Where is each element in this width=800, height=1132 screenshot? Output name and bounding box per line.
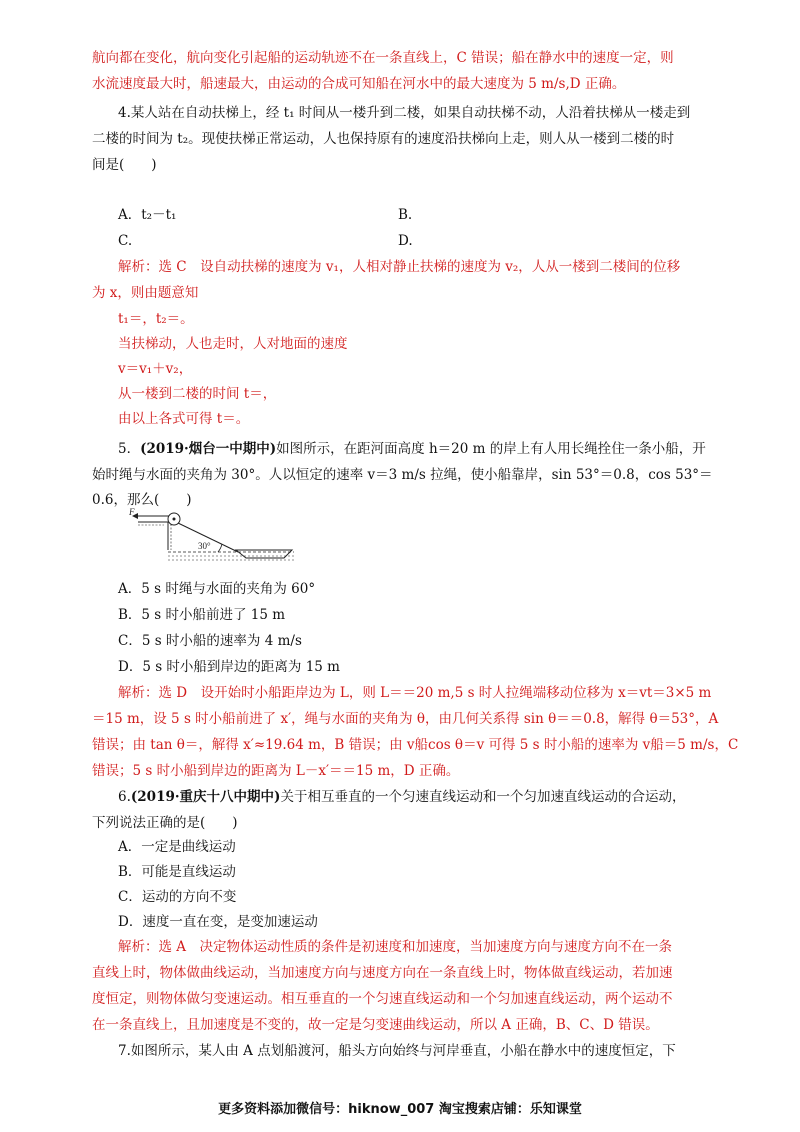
option-a: A．t₂－t₁	[118, 207, 177, 223]
answer-line: 解析：选 D 设开始时小船距岸边为 L，则 L＝＝20 m,5 s 时人拉绳端移动位移为 x＝vt＝3×5 m	[118, 685, 712, 701]
question-source: (2019·烟台一中期中)	[140, 441, 277, 457]
pulley-axle	[173, 518, 176, 521]
answer-line: 直线上时，物体做曲线运动，当加速度方向与速度方向在一条直线上时，物体做直线运动，若加速	[92, 965, 673, 981]
question-6-text: 下列说法正确的是( )	[92, 815, 238, 831]
answer-line: 错误；由 tan θ＝，解得 x′≈19.64 m，B 错误；由 v船cos θ＝v 可得 5 s 时小船的速率为 v船＝5 m/s，C	[92, 737, 739, 753]
question-4-text: 间是( )	[92, 157, 157, 173]
question-6-line: 关于相互垂直的一个匀速直线运动和一个匀加速直线运动的合运动，	[280, 789, 686, 805]
option-c: C．5 s 时小船的速率为 4 m/s	[118, 633, 302, 649]
option-a: A．5 s 时绳与水面的夹角为 60°	[118, 581, 316, 597]
option-b: B.	[398, 207, 413, 223]
option-c: C.	[118, 233, 133, 249]
question-4-text: 4.某人站在自动扶梯上，经 t₁ 时间从一楼升到二楼，如果自动扶梯不动，人沿着扶梯从一楼走到	[118, 105, 691, 121]
angle-label: 30°	[198, 541, 211, 551]
answer-line: t₁＝，t₂＝。	[118, 311, 194, 327]
boat-icon	[236, 550, 292, 558]
option-c: C．运动的方向不变	[118, 889, 237, 905]
option-b: B．可能是直线运动	[118, 864, 236, 880]
answer-line: 错误；5 s 时小船到岸边的距离为 L－x′＝＝15 m，D 正确。	[92, 763, 460, 779]
question-6-text	[118, 788, 685, 806]
force-label: F	[129, 507, 135, 517]
option-d: D．5 s 时小船到岸边的距离为 15 m	[118, 659, 340, 675]
angle-arc	[218, 544, 222, 552]
option-d: D.	[398, 233, 413, 249]
answer-line: 航向都在变化，航向变化引起船的运动轨迹不在一条直线上，C 错误；船在静水中的速度一定，则	[92, 50, 674, 66]
answer-line: 为 x，则由题意知	[92, 285, 199, 301]
question-7-text: 7.如图所示，某人由 A 点划船渡河，船头方向始终与河岸垂直，小船在静水中的速度恒定，下	[118, 1043, 676, 1059]
answer-line: 度恒定，则物体做匀变速运动。相互垂直的一个匀速直线运动和一个匀加速直线运动，两个运动不	[92, 991, 673, 1007]
question-source: (2019·重庆十八中期中)	[130, 789, 281, 805]
answer-line: 在一条直线上，且加速度是不变的，故一定是匀变速曲线运动，所以 A 正确，B、C、D 错误。	[92, 1017, 659, 1033]
option-a: A．一定是曲线运动	[118, 839, 236, 855]
question-5-text: 0.6，那么( )	[92, 492, 192, 508]
answer-line: 由以上各式可得 t＝。	[118, 411, 250, 427]
question-4-text: 二楼的时间为 t₂。现使扶梯正常运动，人也保持原有的速度沿扶梯向上走，则人从一楼到二楼的时	[92, 131, 675, 147]
answer-line: 从一楼到二楼的时间 t＝，	[118, 386, 277, 402]
boat-rope-figure	[118, 506, 294, 564]
answer-line: 解析：选 A 决定物体运动性质的条件是初速度和加速度，当加速度方向与速度方向不在一条	[118, 939, 673, 955]
option-d: D．速度一直在变，是变加速运动	[118, 914, 318, 930]
answer-line: 解析：选 C 设自动扶梯的速度为 v₁，人相对静止扶梯的速度为 v₂，人从一楼到二楼间的位移	[118, 259, 681, 275]
page-footer: 更多资料添加微信号：hiknow_007 淘宝搜索店铺：乐知课堂	[218, 1102, 582, 1117]
question-number: 6.	[118, 789, 131, 805]
answer-line: 水流速度最大时，船速最大，由运动的合成可知船在河水中的最大速度为 5 m/s,D 正确。	[92, 76, 626, 92]
answer-line: ＝15 m，设 5 s 时小船前进了 x′，绳与水面的夹角为 θ，由几何关系得 sin θ＝＝0.8，解得 θ＝53°，A	[92, 711, 719, 727]
option-b: B．5 s 时小船前进了 15 m	[118, 607, 286, 623]
answer-line: 当扶梯动，人也走时，人对地面的速度	[118, 336, 348, 352]
question-5-text	[118, 440, 706, 458]
question-number: 5．	[118, 441, 141, 457]
question-5-line: 如图所示，在距河面高度 h＝20 m 的岸上有人用长绳拴住一条小船，开	[276, 441, 706, 457]
answer-line: v＝v₁＋v₂，	[118, 361, 193, 377]
question-5-text: 始时绳与水面的夹角为 30°。人以恒定的速率 v＝3 m/s 拉绳，使小船靠岸，sin 53°＝0.8，cos 53°＝	[92, 467, 713, 483]
